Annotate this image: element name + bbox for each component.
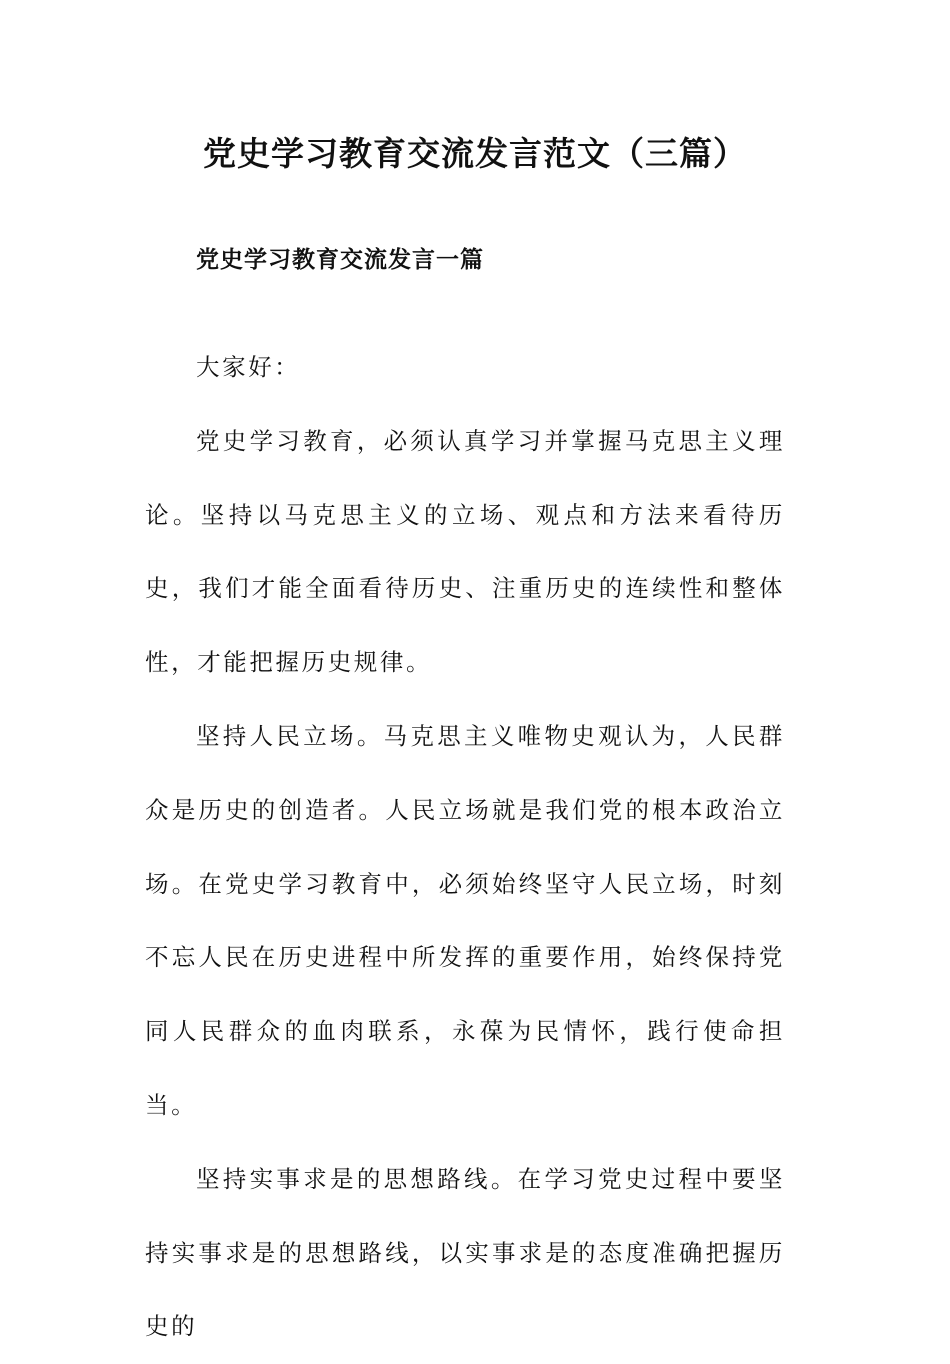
body-paragraph: 坚持实事求是的思想路线。在学习党史过程中要坚持实事求是的思想路线，以实事求是的态度准确把握历史的 [145,1164,785,1341]
greeting-line: 大家好： [196,353,301,381]
body-paragraph: 党史学习教育，必须认真学习并掌握马克思主义理论。坚持以马克思主义的立场、观点和方法来看待历史，我们才能全面看待历史、注重历史的连续性和整体性，才能把握历史规律。 [145,426,785,677]
document-title: 党史学习教育交流发言范文（三篇） [203,134,747,173]
document-body [145,331,785,1364]
section-heading: 党史学习教育交流发言一篇 [196,247,484,273]
body-paragraph: 坚持人民立场。马克思主义唯物史观认为，人民群众是历史的创造者。人民立场就是我们党的根本政治立场。在党史学习教育中，必须始终坚守人民立场，时刻不忘人民在历史进程中所发挥的重要作用，始终保持党同人民群众的血肉联系，永葆为民情怀，践行使命担当。 [145,721,785,1119]
